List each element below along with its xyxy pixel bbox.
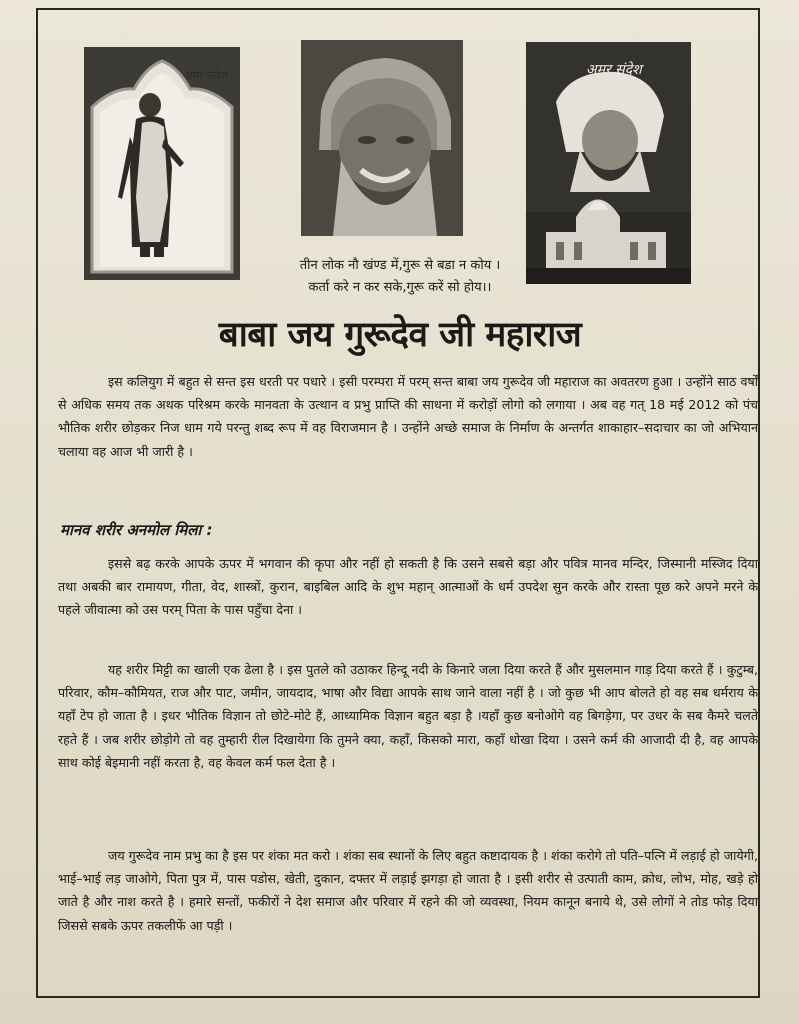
body-paragraph-3 [58,844,758,937]
photo-standing-saint [84,47,240,280]
body-paragraph-1 [58,552,758,622]
couplet [250,255,550,299]
right-poster-text: अमर संदेश [586,62,642,78]
photo-portrait-temple [526,42,691,284]
couplet-line-1: तीन लोक नौ खंण्ड में,गुरू से बडा न कोय । [299,258,501,273]
intro-paragraph [58,370,758,463]
page-title: बाबा जय गुरूदेव जी महाराज [218,315,582,355]
photo-portrait-closeup [301,40,463,236]
section-heading: मानव शरीर अनमोल मिला : [60,521,213,539]
body-paragraph-1-text: इससे बढ़ करके आपके ऊपर में भगवान की कृपा और नहीं हो सकती है कि उसने सबसे बड़ा और पवित्र मानव मन्दिर, जिस्मानी मस्जिद दिया तथा अबकी बार रामायण, गीता, वेद, शास्त्रों, कुरान, बाइबिल आदि के शुभ महान् आत्माओं के धर्म उपदेश सुन करके और रास्ता पूछ करे अपने मरने के पहले जीवात्मा को उस परम् पिता के पास पहुँचा देना । [58,556,758,618]
intro-paragraph-text: इस कलियुग में बहुत से सन्त इस धरती पर पधारे । इसी परम्परा में परम् सन्त बाबा जय गुरूदेव जी महाराज का अवतरण हुआ । उन्होंने साठ वर्षों से अधिक समय तक अथक परिश्रम करके मानवता के उत्थान व प्रभु प्राप्ति की साधना में करोड़ों लोगो को लगाया । अब वह गत् 18 मई 2012 को पंच भौतिक शरीर छोड़कर निज धाम गये परन्तु शब्द रूप में वह विराजमान है । उन्होंने अच्छे समाज के निर्माण के अन्तर्गत शाकाहार–सदाचार का जो अभियान चलाया वह आज भी जारी है । [58,374,758,459]
couplet-line-2: कर्ता करे न कर सके,गुरू करें सो होय।। [308,280,492,295]
body-paragraph-2-text: यह शरीर मिट्टी का खाली एक ढेला है । इस पुतले को उठाकर हिन्दू नदी के किनारे जला दिया करते हैं और मुसलमान गाड़ दिया करते हैं । कुटुम्ब, परिवार, कौम–कौमियत, राज और पाट, जमीन, जायदाद, भाषा और विद्या आपके साथ जाने वाला नहीं है । जो कुछ भी आप बोलते हो वह सब धर्मराय के यहाँ टेप हो जाता है । इधर भौतिक विज्ञान तो छोटे-मोटे हैं, आध्यामिक विज्ञान बहुत बड़ा है ।यहाँ कुछ बनोओगे वह बिगड़ेगा, पर उधर के सब कैमरे चलते रहते हैं । जब शरीर छोड़ोगे तो वह तुम्हारी रील दिखायेगा कि तुमने क्या, कहाँ, किसको मारा, कहाँ धोखा दिया । उसने कर्म की आजादी दी है, वह आपके साथ कोई बेइमानी नहीं करता है, वह केवल कर्म फल देता है । [58,662,758,770]
body-paragraph-3-text: जय गुरूदेव नाम प्रभु का है इस पर शंका मत करो । शंका सब स्थानों के लिए बहुत कष्टादायक है । शंका करोगे तो पति–पत्नि में लड़ाई हो जायेगी, भाई–भाई लड़ जाओगे, पिता पुत्र में, पास पडोस, खेती, दुकान, दफ्तर में लड़ाई झगड़ा हो जाता है । इसी शरीर से उत्पाती काम, क्रोध, लोभ, मोह, खड़े हो जाते है और नाश करते है । हमारे सन्तों, फकीरों ने देश समाज और परिवार में रहने की जो व्यवस्था, नियम कानून बनाये थे, उसे लोगों ने तोड फोड़ दिया जिससे सबके ऊपर तकलीफें आ पड़ी । [58,848,758,933]
left-poster-text: अमर संदेश [184,69,228,82]
body-paragraph-2 [58,658,758,774]
